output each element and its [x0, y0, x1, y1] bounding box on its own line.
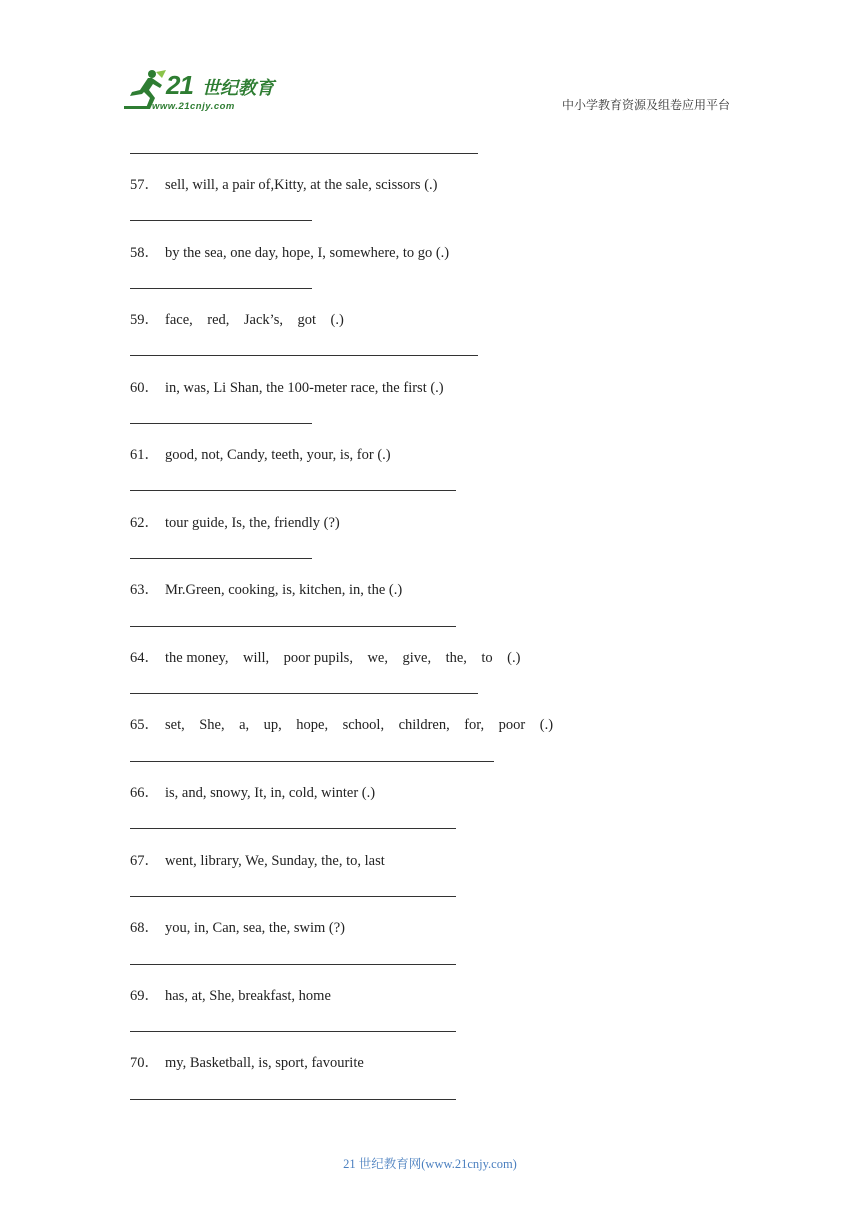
logo-number: 21	[166, 70, 193, 100]
answer-line[interactable]	[130, 964, 456, 965]
question-text: set, She, a, up, hope, school, children, for, poor (.)	[165, 717, 554, 733]
question-text: face, red, Jack’s, got (.)	[165, 312, 344, 328]
question-number: 60．	[130, 380, 159, 396]
question-number: 57．	[130, 177, 159, 193]
question-text: is, and, snowy, It, in, cold, winter (.)	[165, 785, 376, 801]
question-text: the money, will, poor pupils, we, give, the, to (.)	[165, 650, 521, 666]
question-number: 66．	[130, 785, 159, 801]
page-header	[0, 0, 860, 140]
answer-line[interactable]	[130, 761, 494, 762]
question-number: 64．	[130, 650, 159, 666]
question-number: 63．	[130, 582, 159, 598]
answer-line[interactable]	[130, 626, 456, 627]
question-69	[130, 984, 331, 1005]
question-text: my, Basketball, is, sport, favourite	[165, 1055, 364, 1071]
answer-line[interactable]	[130, 355, 478, 356]
question-number: 69．	[130, 988, 159, 1004]
question-text: you, in, Can, sea, the, swim (?)	[165, 920, 346, 936]
header-tagline: 中小学教育资源及组卷应用平台	[561, 98, 730, 112]
question-66	[130, 781, 375, 802]
question-59	[130, 308, 344, 329]
question-68	[130, 916, 345, 937]
question-text: in, was, Li Shan, the 100-meter race, the first (.)	[165, 380, 444, 396]
answer-line[interactable]	[130, 490, 456, 491]
question-number: 62．	[130, 515, 159, 531]
question-63	[130, 578, 402, 599]
question-text: by the sea, one day, hope, I, somewhere, to go (.)	[165, 245, 450, 261]
question-text: tour guide, Is, the, friendly (?)	[165, 515, 340, 531]
question-text: good, not, Candy, teeth, your, is, for (.)	[165, 447, 391, 463]
answer-line[interactable]	[130, 828, 456, 829]
answer-line[interactable]	[130, 423, 312, 424]
question-number: 70．	[130, 1055, 159, 1071]
answer-line[interactable]	[130, 558, 312, 559]
question-60	[130, 376, 444, 397]
question-70	[130, 1051, 364, 1072]
page-footer[interactable]: 21 世纪教育网(www.21cnjy.com)	[343, 1157, 517, 1171]
question-number: 59．	[130, 312, 159, 328]
logo-url: www.21cnjy.com	[152, 101, 235, 112]
question-62	[130, 511, 340, 532]
question-number: 61．	[130, 447, 159, 463]
question-61	[130, 443, 391, 464]
answer-line[interactable]	[130, 896, 456, 897]
question-number: 67．	[130, 853, 159, 869]
question-text: has, at, She, breakfast, home	[165, 988, 331, 1004]
question-number: 68．	[130, 920, 159, 936]
question-text: went, library, We, Sunday, the, to, last	[165, 853, 385, 869]
question-number: 65．	[130, 717, 159, 733]
question-58	[130, 241, 449, 262]
answer-line[interactable]	[130, 1099, 456, 1100]
question-57	[130, 173, 437, 194]
answer-line[interactable]	[130, 288, 312, 289]
answer-line[interactable]	[130, 693, 478, 694]
site-logo[interactable]	[122, 68, 292, 116]
question-64	[130, 646, 520, 667]
answer-line[interactable]	[130, 1031, 456, 1032]
question-text: sell, will, a pair of,Kitty, at the sale, scissors (.)	[165, 177, 438, 193]
question-65	[130, 713, 553, 734]
answer-line[interactable]	[130, 153, 478, 154]
answer-line[interactable]	[130, 220, 312, 221]
logo-text: 世纪教育	[202, 78, 274, 99]
question-67	[130, 849, 385, 870]
question-text: Mr.Green, cooking, is, kitchen, in, the (.)	[165, 582, 403, 598]
question-number: 58．	[130, 245, 159, 261]
